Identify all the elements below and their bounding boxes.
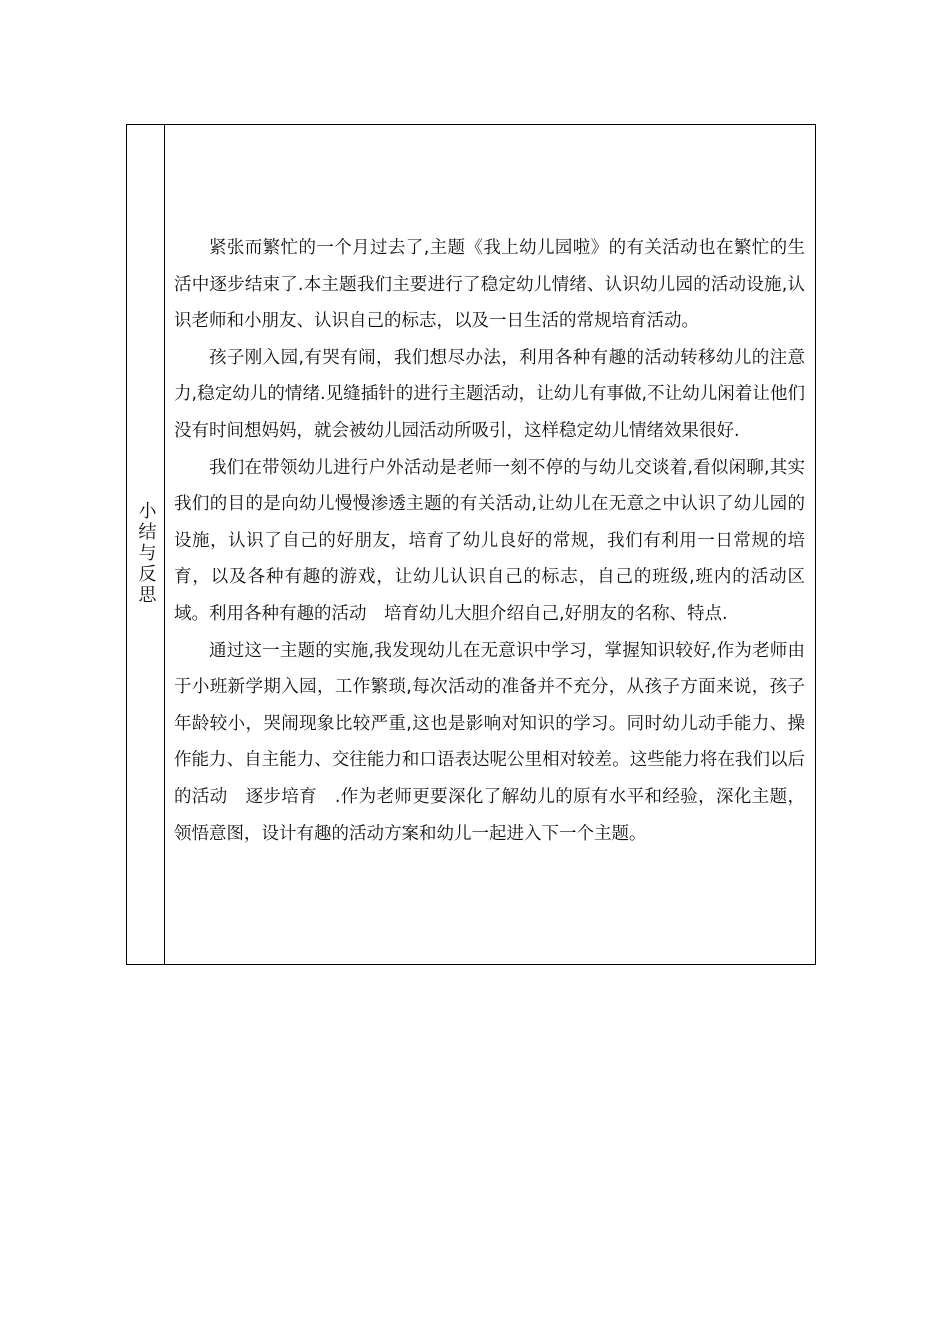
content-cell [165, 125, 815, 964]
paragraph: 我们在带领幼儿进行户外活动是老师一刻不停的与幼儿交谈着,看似闲聊,其实我们的目的是向幼儿慢慢渗透主题的有关活动,让幼儿在无意之中认识了幼儿园的设施，认识了自己的好朋友，培育了幼儿良好的常规，我们有利用一日常规的培育，以及各种有趣的游戏，让幼儿认识自己的标志，自己的班级,班内的活动区域。利用各种有趣的活动 培育幼儿大胆介绍自己,好朋友的名称、特点. [174, 457, 805, 624]
section-label: 小结与反思 [135, 501, 157, 606]
paragraph: 紧张而繁忙的一个月过去了,主题《我上幼儿园啦》的有关活动也在繁忙的生活中逐步结束了.本主题我们主要进行了稳定幼儿情绪、认识幼儿园的活动设施,认识老师和小朋友、认识自己的标志，以及一日生活的常规培育活动。 [174, 238, 805, 332]
summary-body [174, 230, 805, 852]
paragraph: 通过这一主题的实施,我发现幼儿在无意识中学习，掌握知识较好,作为老师由于小班新学期入园，工作繁琐,每次活动的准备并不充分，从孩子方面来说，孩子年龄较小，哭闹现象比较严重,这也是影响对知识的学习。同时幼儿动手能力、操作能力、自主能力、交往能力和口语表达呢公里相对较差。这些能力将在我们以后的活动 逐步培育 .作为老师更要深化了解幼儿的原有水平和经验，深化主题，领悟意图，设计有趣的活动方案和幼儿一起进入下一个主题。 [174, 640, 805, 844]
paragraph: 孩子刚入园,有哭有闹，我们想尽办法，利用各种有趣的活动转移幼儿的注意力,稳定幼儿的情绪.见缝插针的进行主题活动，让幼儿有事做,不让幼儿闲着让他们没有时间想妈妈，就会被幼儿园活动所吸引，这样稳定幼儿情绪效果很好. [174, 347, 805, 441]
label-cell [127, 125, 165, 964]
summary-table [126, 124, 816, 965]
